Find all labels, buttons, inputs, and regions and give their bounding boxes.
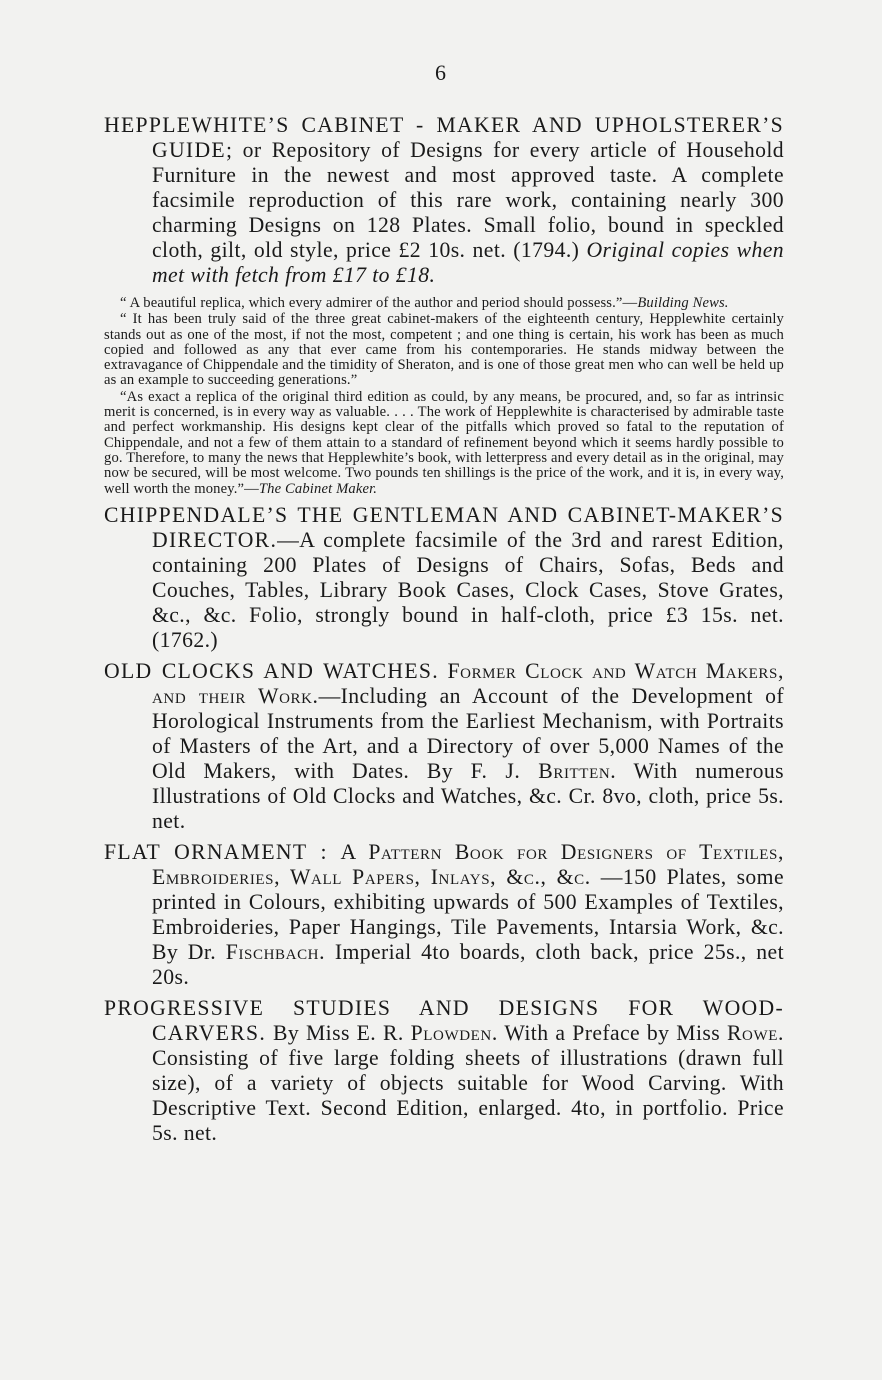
quote-text: “ A beautiful replica, which every admirer of the author and period should possess.”—: [120, 295, 638, 311]
quote-text: “As exact a replica of the original third edition as could, by any means, be procured, and, so far as intrinsic merit is concerned, is in every way as valuable. . . . The work of Hepplewhite is characterised by admirable taste and perfect workmanship. His designs kept clear of the pitfalls which proved so fatal to the reputation of Chippendale, and not a few of them attain to a standard of refinement beyond which it seems hardly possible to go. Therefore, to many the news that Hepplewhite’s book, with letterpress and every detail as in the original, may now be secured, will be most welcome. Two pounds ten shillings is the price of the work, and it is, in every way, well worth the money.”—: [104, 388, 784, 497]
entry-title: FLAT ORNAMENT :: [104, 839, 328, 864]
entry-title: HEPPLEWHITE’S CABINET - MAKER AND UPHOLSTERER’S GUIDE: [104, 113, 784, 162]
entry-author: Plowden.: [410, 1020, 498, 1045]
entry-author: F. J. Britten.: [470, 758, 617, 783]
entry-clocks-text: [104, 659, 784, 834]
catalogue-entries: [104, 113, 784, 1152]
entry-clocks: [104, 659, 784, 834]
entry-hepplewhite: [104, 113, 784, 497]
entry-body: —150 Plates, some printed in Colours, exhibiting upwards of 500 Examples of Textiles, Embroideries, Paper Hangings, Tile Pavements, Intarsia Work, &c. By Dr.: [152, 864, 784, 964]
entry-title: PROGRESSIVE STUDIES AND DESIGNS FOR WOOD-CARVERS.: [104, 995, 784, 1045]
entry-body: —A complete facsimile of the 3rd and rarest Edition, containing 200 Plates of Designs of Chairs, Sofas, Beds and Couches, Tables, Library Book Cases, Clock Cases, Stove Grates, &c., &c. Folio, strongly bound in half-cloth, price £3 15s. net. (1762.): [152, 527, 784, 652]
entry-author: Rowe.: [726, 1020, 785, 1045]
entry-italic-note: Original copies when met with fetch from £17 to £18.: [152, 238, 784, 287]
entry-subtitle: Former Clock and Watch Makers, and their Work.: [152, 658, 784, 708]
quote-source: Building News.: [637, 295, 729, 311]
entry-subtitle: A Pattern Book for Designers of Textiles, Embroideries, Wall Papers, Inlays, &c., &c.: [152, 839, 785, 889]
quote-text: “ It has been truly said of the three great cabinet-makers of the eighteenth century, Hepplewhite certainly stands out as one of the most, if not the most, competent ; and one thing is certain, his work has been as much copied and followed as any that ever came from his contemporaries. He stands midway between the extravagance of Chippendale and the timidity of Sheraton, and is one of those great men who can well be held up as an example to succeeding generations.”: [104, 311, 784, 389]
entry-flat-ornament: [104, 840, 784, 990]
entry-body: —Including an Account of the Development of Horological Instruments from the Earliest Mechanism, with Portraits of Masters of the Art, and a Directory of over 5,000 Names of the Old Makers, with Dates. By: [152, 683, 785, 783]
press-quote: [104, 296, 784, 311]
press-quote: [104, 312, 784, 388]
page-number: 6: [435, 60, 447, 85]
entry-body-continued: Imperial 4to boards, cloth back, price 25s., net 20s.: [152, 939, 784, 989]
entry-title: CHIPPENDALE’S THE GENTLEMAN AND CABINET-MAKER’S DIRECTOR.: [104, 502, 784, 552]
entry-progressive-studies: [104, 996, 784, 1146]
entry-body-continued: With numerous Illustrations of Old Clocks and Watches, &c. Cr. 8vo, cloth, price 5s. net.: [152, 758, 784, 833]
entry-body-continued: Consisting of five large folding sheets of illustrations (drawn full size), of a variety of objects suitable for Wood Carving. With Descriptive Text. Second Edition, enlarged. 4to, in portfolio. Price 5s. net.: [152, 1045, 784, 1145]
entry-chippendale-text: [104, 503, 784, 653]
quote-source: The Cabinet Maker.: [258, 480, 378, 497]
entry-flat-ornament-text: [104, 840, 784, 990]
entry-hepplewhite-text: [104, 113, 784, 288]
entry-body: By Miss E. R.: [266, 1020, 411, 1045]
entry-progressive-studies-text: [104, 996, 784, 1146]
press-quotes: [104, 296, 784, 497]
entry-title: OLD CLOCKS AND WATCHES.: [104, 658, 440, 683]
entry-body-continued: With a Preface by Miss: [497, 1020, 727, 1045]
entry-chippendale: [104, 503, 784, 653]
press-quote: [104, 390, 784, 497]
entry-body: ; or Repository of Designs for every article of Household Furniture in the newest and most approved taste. A complete facsimile reproduction of this rare work, containing nearly 300 charming Designs on 128 Plates. Small folio, bound in speckled cloth, gilt, old style, price £2 10s. net. (1794.): [152, 138, 784, 262]
entry-author: Fischbach.: [225, 939, 326, 964]
